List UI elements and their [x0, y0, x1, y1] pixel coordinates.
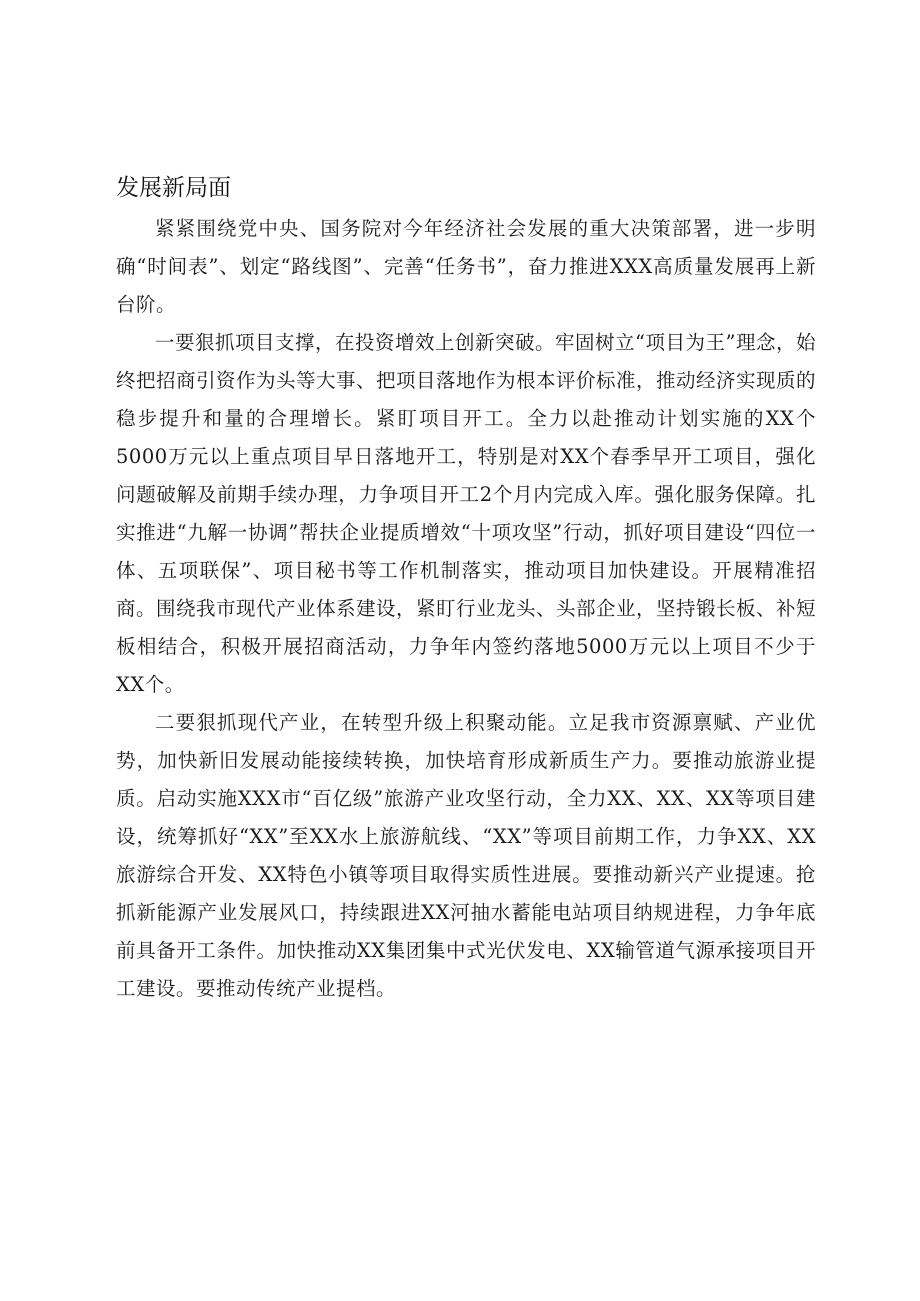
paragraph-project-support: 一要狠抓项目支撑，在投资增效上创新突破。牢固树立“项目为王”理念，始终把招商引资作为头等大事、把项目落地作为根本评价标准，推动经济实现质的稳步提升和量的合理增长。紧盯项目开工。全力以赴推动计划实施的XX个5000万元以上重点项目早日落地开工，特别是对XX个春季早开工项目，强化问题破解及前期手续办理，力争项目开工2个月内完成入库。强化服务保障。扎实推进“九解一协调”帮扶企业提质增效“十项攻坚”行动，抓好项目建设“四位一体、五项联保”、项目秘书等工作机制落实，推动项目加快建设。开展精准招商。围绕我市现代产业体系建设，紧盯行业龙头、头部企业，坚持锻长板、补短板相结合，积极开展招商活动，力争年内签约落地5000万元以上项目不少于XX个。 [116, 331, 817, 696]
section-heading: 发展新局面 [116, 175, 231, 201]
paragraph-modern-industry: 二要狠抓现代产业，在转型升级上积聚动能。立足我市资源禀赋、产业优势，加快新旧发展动能接续转换，加快培育形成新质生产力。要推动旅游业提质。启动实施XXX市“百亿级”旅游产业攻坚行动，全力XX、XX、XX等项目建设，统筹抓好“XX”至XX水上旅游航线、“XX”等项目前期工作，力争XX、XX旅游综合开发、XX特色小镇等项目取得实质性进展。要推动新兴产业提速。抢抓新能源产业发展风口，持续跟进XX河抽水蓄能电站项目纳规进程，力争年底前具备开工条件。加快推动XX集团集中式光伏发电、XX输管道气源承接项目开工建设。要推动传统产业提档。 [116, 711, 816, 1000]
paragraph-intro: 紧紧围绕党中央、国务院对今年经济社会发展的重大决策部署，进一步明确“时间表”、划定“路线图”、完善“任务书”，奋力推进XXX高质量发展再上新台阶。 [116, 217, 816, 316]
body-text [116, 210, 816, 1008]
